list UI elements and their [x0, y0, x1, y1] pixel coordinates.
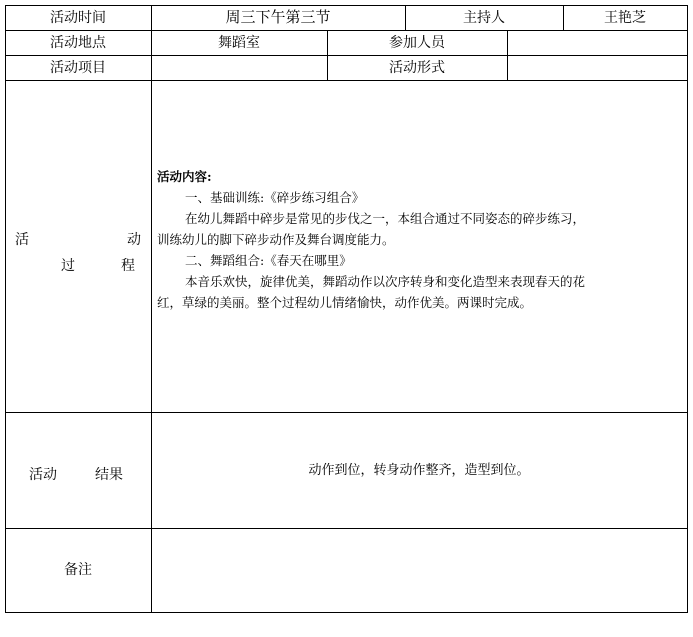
- project-label: 活动项目: [50, 59, 106, 76]
- section1-title: 一、基础训练:《碎步练习组合》: [185, 190, 365, 205]
- form-value: [507, 55, 687, 80]
- process-content: [157, 166, 677, 313]
- process-label-char-3: 过: [61, 258, 75, 274]
- notes-label: 备注: [64, 562, 92, 578]
- process-label-char-2: 动: [127, 232, 141, 248]
- location-value: 舞蹈室: [218, 34, 260, 51]
- host-label: 主持人: [463, 9, 505, 26]
- participants-value: [507, 30, 687, 55]
- time-value: 周三下午第三节: [225, 8, 331, 26]
- table-border-right: [687, 5, 688, 613]
- section1-text-line2: 训练幼儿的脚下碎步动作及舞台调度能力。: [157, 232, 395, 247]
- participants-label: 参加人员: [389, 34, 445, 51]
- result-label-part-2: 结果: [95, 467, 123, 483]
- row-divider: [5, 80, 688, 81]
- time-label: 活动时间: [50, 9, 106, 26]
- table-border-bottom: [5, 612, 688, 613]
- project-value: [151, 55, 327, 80]
- host-value: 王艳芝: [604, 9, 646, 26]
- result-value: 动作到位，转身动作整齐，造型到位。: [308, 462, 530, 478]
- process-label-char-4: 程: [121, 258, 135, 274]
- section2-title: 二、舞蹈组合:《春天在哪里》: [185, 253, 352, 268]
- location-label: 活动地点: [50, 34, 106, 51]
- section2-text-line2: 红，草绿的美丽。整个过程幼儿情绪愉快，动作优美。两课时完成。: [157, 295, 533, 310]
- result-label-part-1: 活动: [29, 467, 57, 483]
- notes-value: [151, 528, 687, 612]
- section1-text-line1: 在幼儿舞蹈中碎步是常见的步伐之一，本组合通过不同姿态的碎步练习，: [185, 211, 586, 226]
- section2-text-line1: 本音乐欢快，旋律优美，舞蹈动作以次序转身和变化造型来表现春天的花: [185, 274, 586, 289]
- form-label: 活动形式: [389, 59, 445, 76]
- table-border-left: [5, 5, 6, 613]
- process-label-char-1: 活: [15, 232, 29, 248]
- content-title: 活动内容:: [157, 169, 212, 184]
